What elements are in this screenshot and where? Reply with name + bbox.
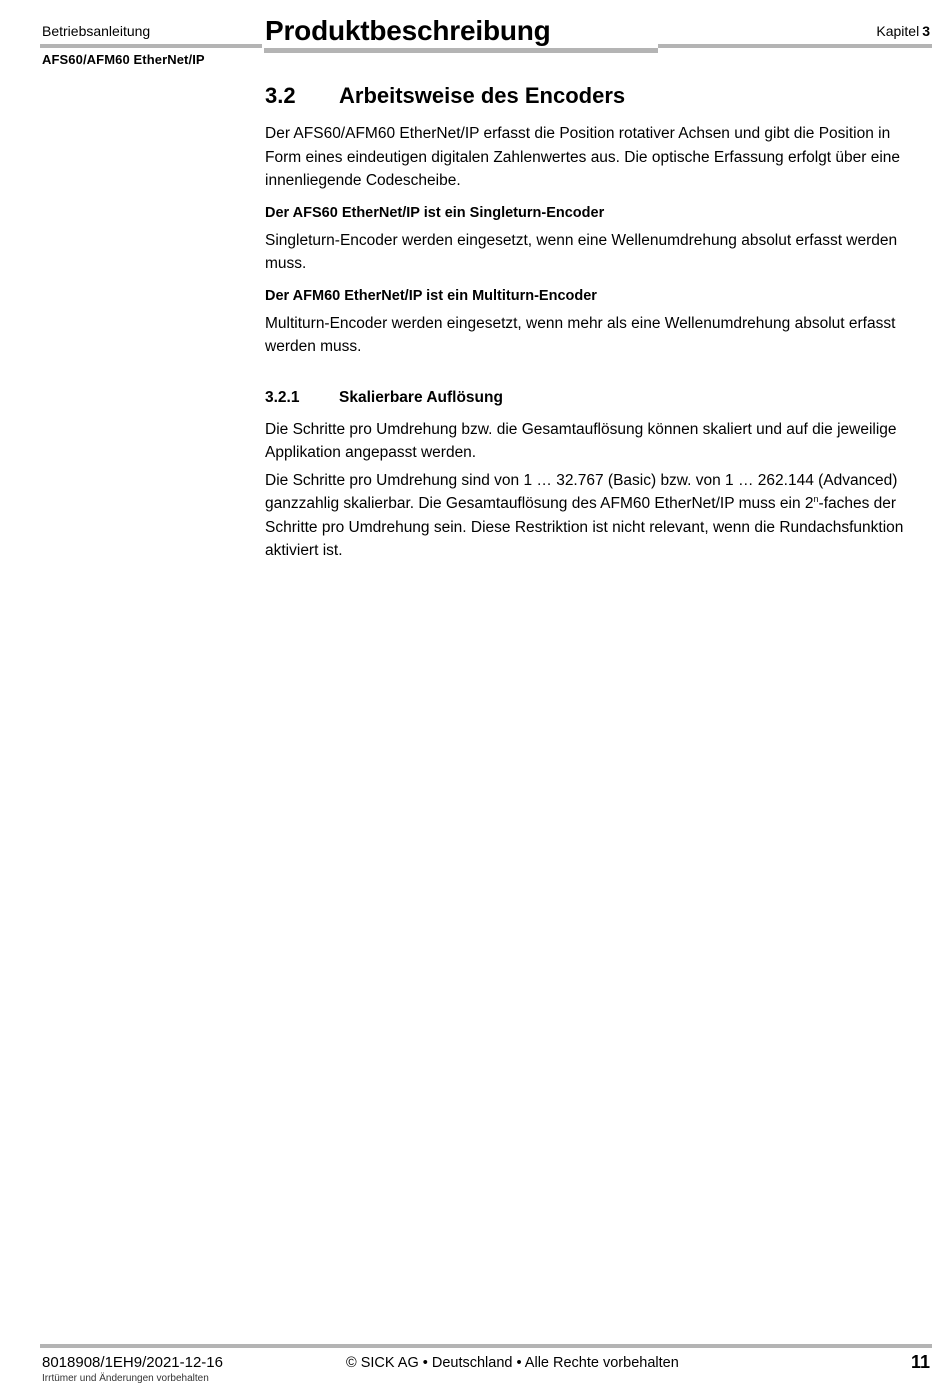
subsection-paragraph-2-part-b: -faches der Schritte pro Umdrehung sein. Diese Restriktion ist nicht relevant, wenn die Rundachsfunktion aktiviert ist. (265, 495, 904, 559)
multiturn-heading: Der AFM60 EtherNet/IP ist ein Multiturn-Encoder (265, 287, 597, 304)
subsection-number: 3.2.1 (265, 388, 300, 406)
footer-rule (40, 1344, 932, 1348)
header-rule-left (40, 44, 262, 48)
section-title: Arbeitsweise des Encoders (339, 83, 626, 108)
subsection-paragraph-2-part-a: Die Schritte pro Umdrehung sind von 1 … 32.767 (Basic) bzw. von 1 … 262.144 (Advanced) ganzzahlig skalierbar. Die Gesamtauflösung des AFM60 EtherNet/IP muss ein 2 (265, 471, 898, 512)
header-rule-right (658, 44, 932, 48)
singleturn-heading: Der AFS60 EtherNet/IP ist ein Singleturn-Encoder (265, 204, 605, 221)
header-chapter-label: Kapitel (876, 23, 920, 39)
section-number: 3.2 (265, 83, 296, 108)
subsection-paragraph-2 (265, 469, 927, 563)
header-doc-type: Betriebsanleitung (42, 23, 151, 39)
multiturn-text: Multiturn-Encoder werden eingesetzt, wenn mehr als eine Wellenumdrehung absolut erfasst werden muss. (265, 314, 896, 355)
main-content (265, 82, 927, 563)
footer-page-number: 11 (910, 1352, 930, 1372)
singleturn-text: Singleturn-Encoder werden eingesetzt, wenn eine Wellenumdrehung absolut erfasst werden muss. (265, 231, 898, 272)
header-chapter (876, 22, 930, 40)
section-heading (265, 82, 927, 110)
footer-copyright: © SICK AG • Deutschland • Alle Rechte vorbehalten (346, 1355, 679, 1371)
section-intro: Der AFS60/AFM60 EtherNet/IP erfasst die Position rotativer Achsen und gibt die Position in Form eines eindeutigen digitalen Zahlenwertes aus. Die optische Erfassung erfolgt über eine innenliegende Codescheibe. (265, 125, 901, 189)
header-chapter-title: Produktbeschreibung (265, 15, 551, 46)
subsection-heading (265, 387, 927, 409)
subsection-paragraph-1: Die Schritte pro Umdrehung bzw. die Gesamtauflösung können skaliert und auf die jeweilige Applikation angepasst werden. (265, 420, 897, 461)
header-product: AFS60/AFM60 EtherNet/IP (42, 52, 205, 67)
footer-doc-number: 8018908/1EH9/2021-12-16 (42, 1354, 223, 1371)
header-rule-middle (264, 48, 658, 53)
exponent-superscript: n (813, 493, 819, 504)
header-chapter-number: 3 (922, 23, 930, 39)
footer-note: Irrtümer und Änderungen vorbehalten (42, 1373, 209, 1384)
subsection-title: Skalierbare Auflösung (339, 388, 503, 406)
